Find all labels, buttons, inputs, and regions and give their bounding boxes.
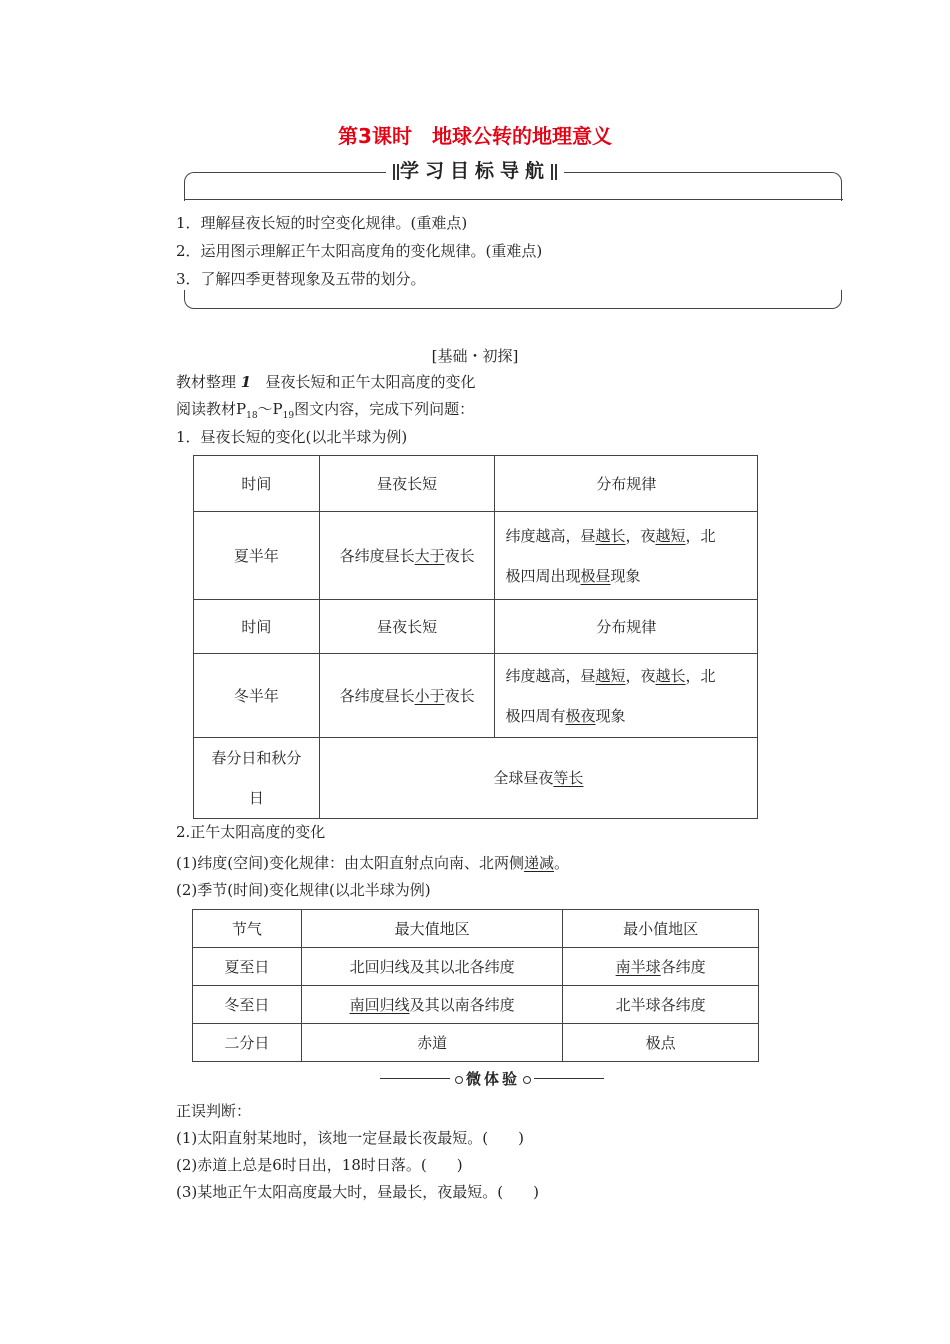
table-row-max: 赤道	[301, 1024, 563, 1062]
divider-line-left	[380, 1078, 450, 1079]
q2-2: (2)季节(时间)变化规律(以北半球为例)	[176, 881, 431, 899]
table-header: 时间	[194, 456, 320, 512]
judge-title: 正误判断：	[176, 1102, 252, 1120]
q2-title: 2.正午太阳高度的变化	[176, 823, 326, 841]
table-header: 时间	[194, 600, 320, 654]
table-row-max: 北回归线及其以北各纬度	[301, 948, 563, 986]
table-row-min: 极点	[563, 1024, 759, 1062]
judge-item: (3)某地正午太阳高度最大时，昼最长，夜最短。( )	[176, 1183, 539, 1201]
table-header: 分布规律	[495, 456, 758, 512]
goals-box-divider	[184, 199, 843, 200]
winter-time-cell: 冬半年	[194, 654, 320, 738]
winter-rule-cell: 纬度越高，昼越短，夜越长，北 极四周有极夜现象	[495, 654, 758, 738]
table-row-min: 南半球各纬度	[563, 948, 759, 986]
table-header: 分布规律	[495, 600, 758, 654]
noon-sun-table	[192, 909, 759, 1062]
day-night-table	[193, 455, 758, 819]
q1-title: 1．昼夜长短的变化(以北半球为例)	[176, 428, 408, 446]
goals-banner-label: 学习目标导航	[386, 160, 564, 182]
goals-box-bottom	[184, 290, 842, 309]
weitiyan-label: 微体验	[452, 1068, 532, 1089]
table-header: 昼夜长短	[319, 456, 495, 512]
goal-item: 3．了解四季更替现象及五带的划分。	[176, 270, 426, 288]
equinox-cell: 全球昼夜等长	[319, 738, 757, 819]
reading-instruction: 阅读教材$P_{18}\sim P_{19}$图文内容，完成下列问题：	[176, 400, 475, 421]
table-header: 最小值地区	[563, 910, 759, 948]
goal-item: 1．理解昼夜长短的时空变化规律。(重难点)	[176, 214, 468, 232]
goal-item: 2．运用图示理解正午太阳高度角的变化规律。(重难点)	[176, 242, 543, 260]
material-heading: 教材整理 1 昼夜长短和正午太阳高度的变化	[176, 373, 476, 391]
section-tag: [基础・初探]	[431, 347, 519, 365]
equinox-time-cell: 春分日和秋分 日	[194, 738, 320, 819]
summer-rule-cell: 纬度越高，昼越长，夜越短，北 极四周出现极昼现象	[495, 512, 758, 600]
winter-daynight-cell: 各纬度昼长小于夜长	[319, 654, 495, 738]
table-header: 昼夜长短	[319, 600, 495, 654]
weitiyan-divider	[380, 1068, 604, 1090]
page-title: 第3课时 地球公转的地理意义	[338, 124, 612, 148]
goals-banner	[0, 156, 950, 183]
judge-item: (2)赤道上总是6时日出，18时日落。( )	[176, 1156, 463, 1174]
table-row-min: 北半球各纬度	[563, 986, 759, 1024]
table-row-term: 冬至日	[193, 986, 302, 1024]
table-row-term: 二分日	[193, 1024, 302, 1062]
divider-line-right	[534, 1078, 604, 1079]
q2-1: (1)纬度(空间)变化规律：由太阳直射点向南、北两侧递减。	[176, 854, 569, 872]
table-header: 最大值地区	[301, 910, 563, 948]
table-header: 节气	[193, 910, 302, 948]
judge-item: (1)太阳直射某地时，该地一定昼最长夜最短。( )	[176, 1129, 524, 1147]
summer-time-cell: 夏半年	[194, 512, 320, 600]
table-row-term: 夏至日	[193, 948, 302, 986]
table-row-max: 南回归线及其以南各纬度	[301, 986, 563, 1024]
summer-daynight-cell: 各纬度昼长大于夜长	[319, 512, 495, 600]
